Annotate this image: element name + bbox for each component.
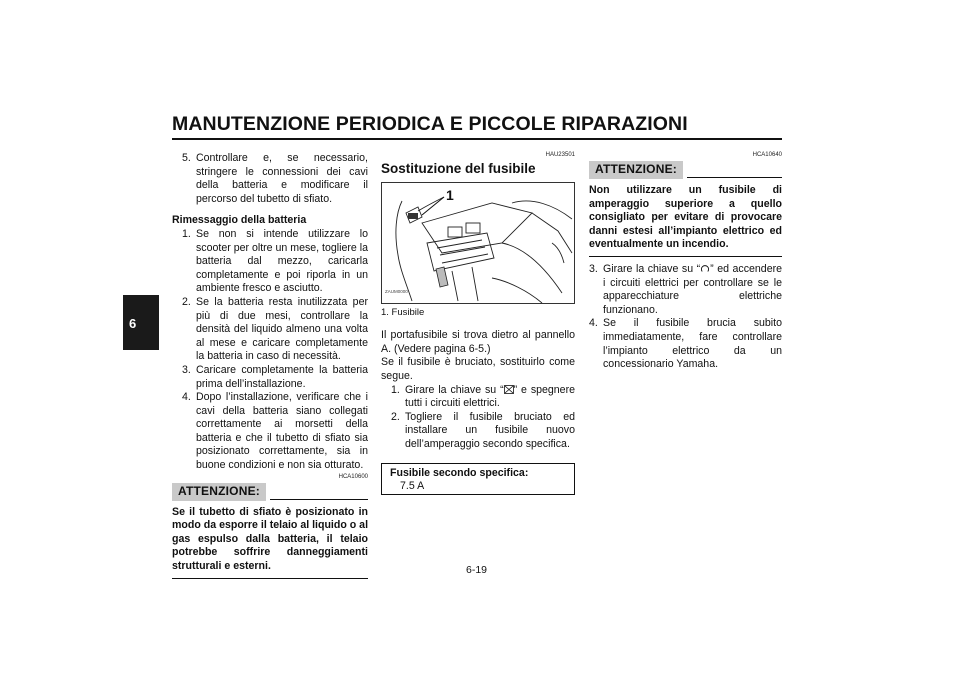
step-number: 4.	[182, 391, 191, 404]
step-text: Se la batteria resta inutilizzata per più di due mesi, controllare la densità del liquido almeno una volta al mese e caricare completamente la batteria in caso di necessità.	[196, 295, 368, 363]
step-number: 1.	[391, 383, 400, 396]
fuse-step-1	[381, 384, 575, 411]
step-number: 5.	[182, 152, 191, 164]
warning-header	[589, 161, 782, 179]
step-text: Caricare completamente la batteria prima dell’installazione.	[196, 363, 368, 390]
warning-code: HCA10600	[338, 473, 368, 480]
fuse-step-3	[589, 263, 782, 317]
step-text-before: Girare la chiave su “	[603, 262, 701, 275]
figure-caption: 1. Fusibile	[381, 306, 425, 318]
warning-label: ATTENZIONE:	[589, 161, 683, 179]
warning-label: ATTENZIONE:	[172, 483, 266, 501]
warning-text: Non utilizzare un fusibile di amperaggio superiore a quello consigliato per evitare di provocare danni estesi all’impianto elettrico ed eventualmente un incendio.	[589, 184, 782, 251]
fuse-figure	[381, 182, 575, 304]
step-number: 2.	[182, 295, 191, 308]
step-text: Se non si intende utilizzare lo scooter per oltre un mese, togliere la batteria dal mezzo, caricarla completamente e poi riporla in un ambiente fresco e asciutto.	[196, 227, 368, 295]
spec-title: Fusibile secondo specifica:	[390, 466, 529, 479]
step-text-before: Girare la chiave su “	[405, 383, 504, 396]
warning-header	[172, 483, 368, 501]
warning-text: Se il tubetto di sfiato è posizionato in modo da esporre il telaio al liquido o al gas espulso dalla batteria, il telaio potrebbe soffrire danneggiamenti strutturali e esterni.	[172, 505, 369, 573]
step-number: 1.	[182, 227, 191, 240]
fuse-replace-intro: Se il fusibile è bruciato, sostituirlo come segue.	[381, 356, 575, 382]
storage-step-3	[172, 364, 368, 391]
warning-rule	[687, 177, 782, 178]
step-text: Togliere il fusibile bruciato ed installare un fusibile nuovo dell’amperaggio secondo specifica.	[405, 410, 575, 450]
page-number: 6-19	[466, 564, 488, 576]
page-title: MANUTENZIONE PERIODICA E PICCOLE RIPARAZIONI	[172, 113, 688, 135]
step-number: 2.	[391, 410, 400, 423]
column-middle	[381, 151, 575, 495]
section-code: HAU23501	[545, 152, 575, 158]
step-text: Controllare e, se necessario, stringere le connessioni dei cavi della batteria e modificare il percorso del tubetto di sfiato.	[196, 152, 368, 205]
step-number: 3.	[589, 262, 598, 275]
column-right	[589, 151, 782, 372]
column-left	[172, 152, 368, 579]
fuse-step-2	[381, 411, 575, 452]
storage-step-2	[172, 296, 368, 364]
key-on-icon	[700, 264, 710, 273]
fuse-illustration	[382, 183, 575, 304]
title-rule	[172, 138, 782, 140]
warning-code: HCA10640	[752, 152, 782, 158]
step-text-after: ” e spegnere tutti i circuiti elettrici.	[405, 383, 575, 410]
section-title: Sostituzione del fusibile	[381, 161, 536, 176]
fuse-step-4	[589, 317, 782, 371]
step-number: 3.	[182, 363, 191, 376]
step-text: Se il fusibile brucia subito immediatamente, fare controllare l’impianto elettrico da un concessionario Yamaha.	[603, 317, 782, 371]
spec-value: 7.5 A	[400, 480, 425, 493]
storage-heading: Rimessaggio della batteria	[172, 214, 307, 227]
storage-step-4	[172, 391, 368, 473]
chapter-number: 6	[129, 316, 137, 331]
warning-rule	[270, 499, 368, 500]
chapter-tab	[123, 295, 159, 350]
storage-step-1	[172, 228, 368, 296]
fuse-spec-box	[381, 463, 575, 495]
warning-end-rule	[172, 578, 368, 579]
warning-end-rule	[589, 256, 782, 257]
step-number: 4.	[589, 317, 598, 330]
step-text: Dopo l’installazione, verificare che i cavi della batteria siano collegati correttamente ai morsetti della batteria e che il tubetto di sfiato sia posizionato correttamente, sia in buone condizioni e non sia otturato.	[196, 391, 368, 472]
battery-step-5	[172, 152, 368, 206]
fuse-location-text: Il portafusibile si trova dietro al pannello A. (Vedere pagina 6-5.)	[381, 329, 575, 355]
figure-callout: 1	[446, 186, 454, 203]
step-text-after: ” ed accendere i circuiti elettrici per controllare se le apparecchiature elettriche funzionano.	[603, 262, 783, 316]
key-off-icon	[504, 385, 514, 394]
figure-code: ZAUM0000	[385, 289, 408, 294]
